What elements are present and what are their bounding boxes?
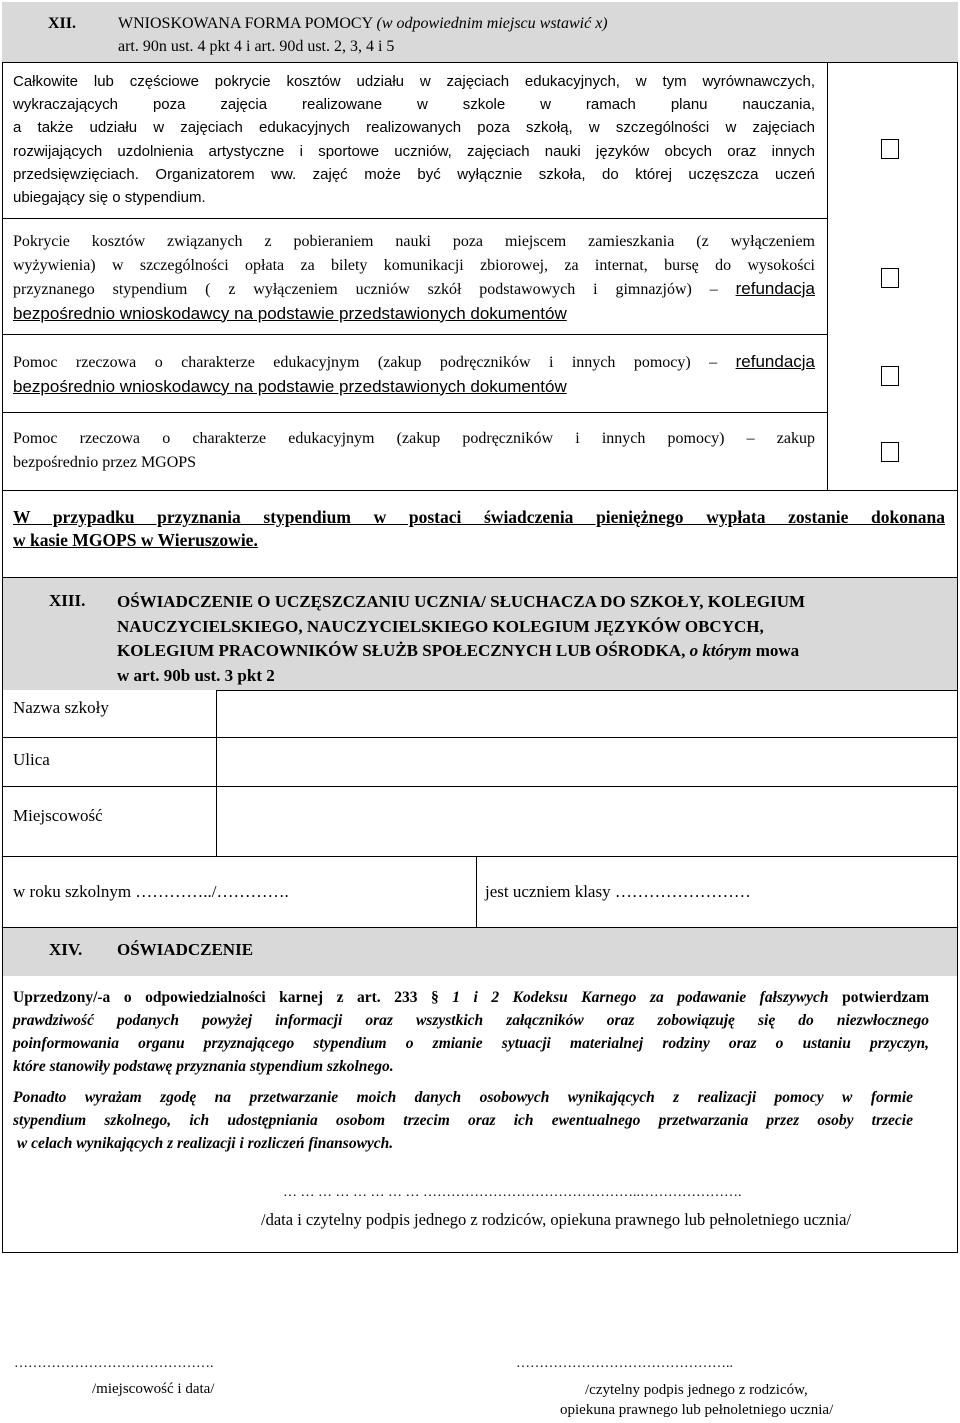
divider xyxy=(2,412,827,413)
section-xii-title xyxy=(118,12,608,36)
divider xyxy=(216,690,958,691)
divider xyxy=(2,490,958,491)
option-1-line: ubiegający się o stypendium. xyxy=(13,189,206,207)
consent-line: w celach wynikających z realizacji i rozliczeń finansowych. xyxy=(13,1135,394,1152)
option-1-line: rozwijających uzdolnienia artystyczne i sportowe uczniów, zajęciach nauki języków obcych oraz innych xyxy=(13,142,815,160)
class-row xyxy=(485,880,751,904)
option-3-line xyxy=(13,350,815,375)
divider xyxy=(2,334,827,335)
option-1-line: Całkowite lub częściowe pokrycie kosztów udziału w zajęciach edukacyjnych, w tym wyrównawczych, xyxy=(13,73,815,90)
city-label: Miejscowość xyxy=(13,806,103,825)
option-3-underlined-line: bezpośrednio wnioskodawcy na podstawie przedstawionych dokumentów xyxy=(13,376,567,396)
declaration-paragraph-2 xyxy=(13,1086,913,1155)
class-value[interactable]: …………………… xyxy=(614,882,751,901)
street-label: Ulica xyxy=(13,750,50,769)
option-1-checkbox[interactable] xyxy=(881,139,899,159)
declaration-line: prawdziwość podanych powyżej informacji oraz wszystkich załączników oraz zobowiązuję się do niezwłocznego xyxy=(13,1012,929,1029)
divider xyxy=(2,856,958,857)
section-xii-title-note: (w odpowiednim miejscu wstawić x) xyxy=(376,15,608,32)
payment-note xyxy=(13,506,945,552)
divider xyxy=(2,786,958,787)
option-4-text xyxy=(13,427,815,474)
section-sign-icon: § xyxy=(431,989,439,1006)
school-year-row xyxy=(13,880,289,904)
parent-signature-dots[interactable]: ……………………………………….. xyxy=(516,1356,733,1371)
payment-note-line-1: W przypadku przyznania stypendium w postaci świadczenia pieniężnego wypłata zostanie dokonana xyxy=(13,507,945,527)
divider xyxy=(2,737,958,738)
street-field[interactable] xyxy=(218,739,956,785)
consent-line: Ponadto wyrażam zgodę na przetwarzanie moich danych osobowych wynikających z realizacji pomocy w formie xyxy=(13,1089,913,1106)
section-xii-legal-ref: art. 90n ust. 4 pkt 4 i art. 90d ust. 2, 3, 4 i 5 xyxy=(118,38,395,55)
place-date-dots[interactable]: ……………………………………. xyxy=(14,1356,214,1371)
section-xiii-title-line xyxy=(117,639,947,664)
option-2-line xyxy=(13,277,815,302)
option-1-text xyxy=(13,70,815,209)
declaration-lead: Uprzedzony/-a o odpowiedzialności karnej z art. 233 xyxy=(13,989,418,1006)
parent-signature-caption-2: opiekuna prawnego lub pełnoletniego ucznia/ xyxy=(560,1402,834,1418)
signature-dots[interactable]: … … … … … … … … ………………………………………..…………………. xyxy=(283,1185,742,1200)
section-xiv-title: OŚWIADCZENIE xyxy=(117,940,254,959)
option-2-checkbox[interactable] xyxy=(881,268,899,288)
class-label: jest uczniem klasy xyxy=(485,882,611,901)
section-xiii-title-line: w art. 90b ust. 3 pkt 2 xyxy=(117,665,275,685)
section-xiii-title-end: mowa xyxy=(755,641,800,660)
payment-note-line-2: w kasie MGOPS w Wieruszowie. xyxy=(13,530,258,550)
school-year-value[interactable]: …………../…………. xyxy=(135,882,289,901)
section-xii-title-text: WNIOSKOWANA FORMA POMOCY xyxy=(118,15,373,32)
section-xiv-number: XIV. xyxy=(49,940,83,959)
option-2-line-text: przyznanego stypendium ( z wyłączeniem uczniów szkół podstawowych i gimnazjów) – xyxy=(13,281,718,298)
option-1-line: wykraczających poza zajęcia realizowane w szkole w ramach planu nauczania, xyxy=(13,96,815,114)
school-name-label: Nazwa szkoły xyxy=(13,698,109,717)
section-xiii-number: XIII. xyxy=(49,591,86,610)
parent-signature-caption-1: /czytelny podpis jednego z rodziców, xyxy=(585,1382,808,1398)
option-2-text xyxy=(13,230,815,325)
option-1-line: a także udziału w zajęciach edukacyjnych realizowanych poza szkołą, w szczególności w zajęciach xyxy=(13,119,815,137)
declaration-line xyxy=(13,986,929,1009)
declaration-line: które stanowiły podstawę przyznania stypendium szkolnego. xyxy=(13,1058,394,1075)
option-3-checkbox[interactable] xyxy=(881,366,899,386)
option-3-line-text: Pomoc rzeczowa o charakterze edukacyjnym (zakup podręczników i innych pomocy) – xyxy=(13,354,718,371)
signature-caption: /data i czytelny podpis jednego z rodziców, opiekuna prawnego lub pełnoletniego ucznia/ xyxy=(261,1210,851,1229)
city-field[interactable] xyxy=(218,788,956,855)
option-2-line: wyżywienia) w szczególności opłata za bilety komunikacji zbiorowej, za internat, bursę do wysokości xyxy=(13,256,815,274)
declaration-line: poinformowania organu przyznającego stypendium o zmianie sytuacji materialnej rodziny oraz o ustaniu przyczyn, xyxy=(13,1035,929,1052)
option-4-line: bezpośrednio przez MGOPS xyxy=(13,453,197,471)
divider xyxy=(476,856,477,928)
section-xiii-title-text: KOLEGIUM PRACOWNIKÓW SŁUŻB SPOŁECZNYCH LUB OŚRODKA, xyxy=(117,641,686,660)
option-3-text xyxy=(13,350,815,398)
place-date-caption: /miejscowość i data/ xyxy=(92,1381,215,1397)
declaration-paragraph-1 xyxy=(13,986,929,1078)
section-xii-number: XII. xyxy=(48,15,77,32)
declaration-lead-ref: 1 i 2 Kodeksu Karnego za podawanie fałszywych xyxy=(452,989,829,1006)
section-xiii-title-line: OŚWIADCZENIE O UCZĘSZCZANIU UCZNIA/ SŁUCHACZA DO SZKOŁY, KOLEGIUM xyxy=(117,592,806,611)
declaration-confirm: potwierdzam xyxy=(842,989,930,1006)
option-3-underlined-tail: refundacja xyxy=(735,352,816,371)
divider xyxy=(2,218,827,219)
option-2-line: Pokrycie kosztów związanych z pobieraniem nauki poza miejscem zamieszkania (z wyłączeniem xyxy=(13,233,815,250)
option-2-underlined-line: bezpośrednio wnioskodawcy na podstawie przedstawionych dokumentów xyxy=(13,303,567,323)
school-year-label: w roku szkolnym xyxy=(13,882,132,901)
divider xyxy=(216,690,217,856)
option-1-line: przedsięwzięciach. Organizatorem ww. zajęć może być wyłącznie szkoła, do której uczęszcza uczeń xyxy=(13,165,815,183)
option-4-checkbox[interactable] xyxy=(881,442,899,462)
option-4-line: Pomoc rzeczowa o charakterze edukacyjnym (zakup podręczników i innych pomocy) – zakup xyxy=(13,430,815,447)
section-xiii-title xyxy=(117,590,947,688)
option-2-underlined-tail: refundacja xyxy=(735,279,815,298)
consent-line: stypendium szkolnego, ich udostępniania osobom trzecim oraz ich ewentualnego przetwarzania przez osoby trzecie xyxy=(13,1112,913,1129)
section-xiii-title-line: NAUCZYCIELSKIEGO, NAUCZYCIELSKIEGO KOLEGIUM JĘZYKÓW OBCYCH, xyxy=(117,616,764,636)
checkbox-column-divider xyxy=(827,62,828,490)
divider xyxy=(2,62,958,63)
section-xiii-title-italic: o którym xyxy=(689,641,752,660)
school-name-field[interactable] xyxy=(218,692,956,736)
